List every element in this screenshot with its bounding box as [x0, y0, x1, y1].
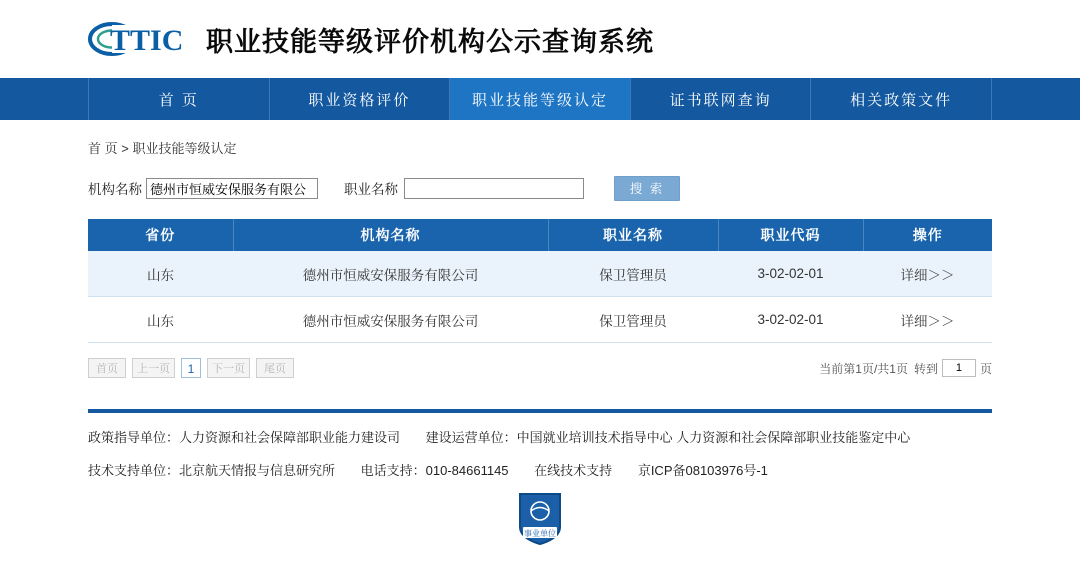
cell-province: 山东 — [88, 251, 233, 297]
table-row — [88, 251, 992, 297]
cell-job-code: 3-02-02-01 — [718, 297, 863, 343]
search-button[interactable]: 搜 索 — [614, 176, 680, 201]
pagination-goto-label: 转到 — [913, 361, 938, 376]
cell-job-name: 保卫管理员 — [548, 251, 718, 297]
nav-item-vocational-qualification[interactable]: 职业资格评价 — [270, 78, 451, 120]
footer-icp-license[interactable]: 京ICP备08103976号-1 — [637, 463, 768, 478]
table-header-row — [88, 219, 992, 251]
search-bar — [88, 175, 992, 201]
column-header-job-code: 职业代码 — [718, 219, 863, 251]
cell-job-name: 保卫管理员 — [548, 297, 718, 343]
org-name-input[interactable] — [146, 178, 318, 199]
cell-job-code: 3-02-02-01 — [718, 251, 863, 297]
pagination-status — [819, 359, 992, 377]
footer-divider — [88, 409, 992, 413]
results-table — [88, 219, 992, 343]
cell-province: 山东 — [88, 297, 233, 343]
main-content — [0, 138, 1080, 379]
page-footer — [0, 427, 1080, 547]
pagination-next-button[interactable]: 下一页 — [207, 358, 250, 378]
government-seal-icon[interactable] — [517, 491, 563, 547]
nav-item-certificate-query[interactable]: 证书联网查询 — [631, 78, 812, 120]
pagination-prev-button[interactable]: 上一页 — [132, 358, 175, 378]
breadcrumb-home[interactable]: 首 页 — [88, 141, 118, 156]
cell-action — [863, 251, 992, 297]
ettic-logo-icon — [88, 19, 188, 59]
footer-phone-support: 电话支持：010-84661145 — [360, 463, 509, 478]
detail-link[interactable]: 详细＞＞ — [900, 313, 955, 329]
job-name-input[interactable] — [404, 178, 584, 199]
footer-line-1 — [88, 427, 992, 446]
footer-online-support-link[interactable]: 在线技术支持 — [534, 463, 613, 478]
footer-line-2 — [88, 460, 992, 479]
pagination-page-1[interactable]: 1 — [181, 358, 201, 378]
svg-text:TTIC: TTIC — [110, 24, 184, 57]
job-name-label: 职业名称 — [344, 182, 398, 197]
ettic-logo — [88, 19, 188, 59]
org-name-label: 机构名称 — [88, 182, 142, 197]
column-header-province: 省份 — [88, 219, 233, 251]
nav-item-policy-documents[interactable]: 相关政策文件 — [811, 78, 992, 120]
cell-action — [863, 297, 992, 343]
svg-text:事业单位: 事业单位 — [524, 529, 556, 538]
breadcrumb-separator: > — [121, 141, 129, 156]
cell-org-name: 德州市恒威安保服务有限公司 — [233, 297, 548, 343]
breadcrumb-current: 职业技能等级认定 — [132, 141, 237, 156]
table-row — [88, 297, 992, 343]
cell-org-name: 德州市恒威安保服务有限公司 — [233, 251, 548, 297]
footer-policy-guidance: 政策指导单位：人力资源和社会保障部职业能力建设司 — [88, 430, 401, 445]
nav-item-skill-level-certification[interactable]: 职业技能等级认定 — [450, 78, 631, 120]
nav-item-home[interactable]: 首 页 — [88, 78, 270, 120]
footer-seal — [88, 491, 992, 547]
pagination — [88, 357, 992, 379]
column-header-job-name: 职业名称 — [548, 219, 718, 251]
main-nav — [0, 78, 1080, 120]
pagination-first-button[interactable]: 首页 — [88, 358, 126, 378]
pagination-status-text: 当前第1页/共1页 — [819, 361, 908, 376]
page-title: 职业技能等级评价机构公示查询系统 — [206, 26, 654, 57]
pagination-last-button[interactable]: 尾页 — [256, 358, 294, 378]
pagination-goto-input[interactable] — [942, 359, 976, 377]
detail-link[interactable]: 详细＞＞ — [900, 267, 955, 283]
column-header-action: 操作 — [863, 219, 992, 251]
page-header — [0, 0, 1080, 78]
column-header-org-name: 机构名称 — [233, 219, 548, 251]
footer-operating-unit: 建设运营单位：中国就业培训技术指导中心 人力资源和社会保障部职业技能鉴定中心 — [425, 430, 911, 445]
footer-tech-support-unit: 技术支持单位：北京航天情报与信息研究所 — [88, 463, 336, 478]
breadcrumb — [88, 138, 992, 157]
pagination-goto-suffix: 页 — [979, 361, 992, 376]
